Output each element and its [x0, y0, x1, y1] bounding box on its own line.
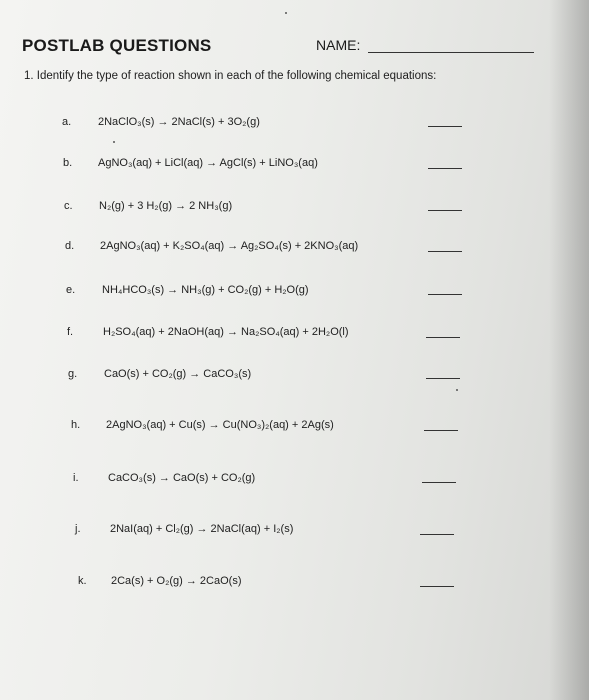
answer-blank[interactable] [420, 534, 454, 535]
answer-blank[interactable] [428, 210, 462, 211]
item-letter: b. [63, 157, 73, 169]
item-letter: j. [75, 523, 81, 535]
answer-blank[interactable] [428, 251, 462, 252]
item-letter: e. [66, 284, 76, 296]
reaction-item-b [0, 157, 589, 177]
answer-blank[interactable] [428, 168, 462, 169]
item-letter: g. [68, 368, 78, 380]
item-letter: h. [71, 419, 81, 431]
chemical-equation: CaCO₃(s) → CaO(s) + CO₂(g) [108, 472, 256, 484]
reaction-item-c [0, 200, 589, 220]
question-instruction: 1. Identify the type of reaction shown in each of the following chemical equations: [24, 70, 437, 82]
chemical-equation: 2Ca(s) + O₂(g) → 2CaO(s) [111, 575, 242, 587]
answer-blank[interactable] [426, 378, 460, 379]
answer-blank[interactable] [426, 337, 460, 338]
paper-speck [456, 389, 458, 391]
chemical-equation: 2NaI(aq) + Cl₂(g) → 2NaCl(aq) + I₂(s) [110, 523, 294, 535]
reaction-item-k [0, 575, 589, 595]
reaction-item-a [0, 116, 589, 136]
answer-blank[interactable] [424, 430, 458, 431]
answer-blank[interactable] [428, 126, 462, 127]
paper-speck [285, 12, 287, 14]
item-letter: k. [78, 575, 87, 587]
reaction-item-h [0, 419, 589, 439]
chemical-equation: CaO(s) + CO₂(g) → CaCO₃(s) [104, 368, 252, 380]
chemical-equation: N₂(g) + 3 H₂(g) → 2 NH₃(g) [99, 200, 233, 212]
name-answer-line[interactable] [368, 52, 534, 53]
reaction-item-j [0, 523, 589, 543]
page-title: POSTLAB QUESTIONS [22, 36, 212, 55]
answer-blank[interactable] [422, 482, 456, 483]
item-letter: c. [64, 200, 73, 212]
item-letter: d. [65, 240, 75, 252]
item-letter: i. [73, 472, 79, 484]
chemical-equation: NH₄HCO₃(s) → NH₃(g) + CO₂(g) + H₂O(g) [102, 284, 309, 296]
chemical-equation: AgNO₃(aq) + LiCl(aq) → AgCl(s) + LiNO₃(aq) [98, 157, 318, 169]
chemical-equation: H₂SO₄(aq) + 2NaOH(aq) → Na₂SO₄(aq) + 2H₂O(l) [103, 326, 349, 338]
reaction-item-d [0, 240, 589, 260]
chemical-equation: 2AgNO₃(aq) + Cu(s) → Cu(NO₃)₂(aq) + 2Ag(s) [106, 419, 334, 431]
reaction-item-i [0, 472, 589, 492]
reaction-item-e [0, 284, 589, 304]
item-letter: a. [62, 116, 72, 128]
chemical-equation: 2NaClO₃(s) → 2NaCl(s) + 3O₂(g) [98, 116, 260, 128]
reaction-item-f [0, 326, 589, 346]
item-letter: f. [67, 326, 74, 338]
page-shadow [549, 0, 589, 700]
paper-speck [113, 141, 115, 143]
answer-blank[interactable] [420, 586, 454, 587]
name-label: NAME: [316, 37, 361, 53]
reaction-item-g [0, 368, 589, 388]
answer-blank[interactable] [428, 294, 462, 295]
chemical-equation: 2AgNO₃(aq) + K₂SO₄(aq) → Ag₂SO₄(s) + 2KNO₃(aq) [100, 240, 359, 252]
